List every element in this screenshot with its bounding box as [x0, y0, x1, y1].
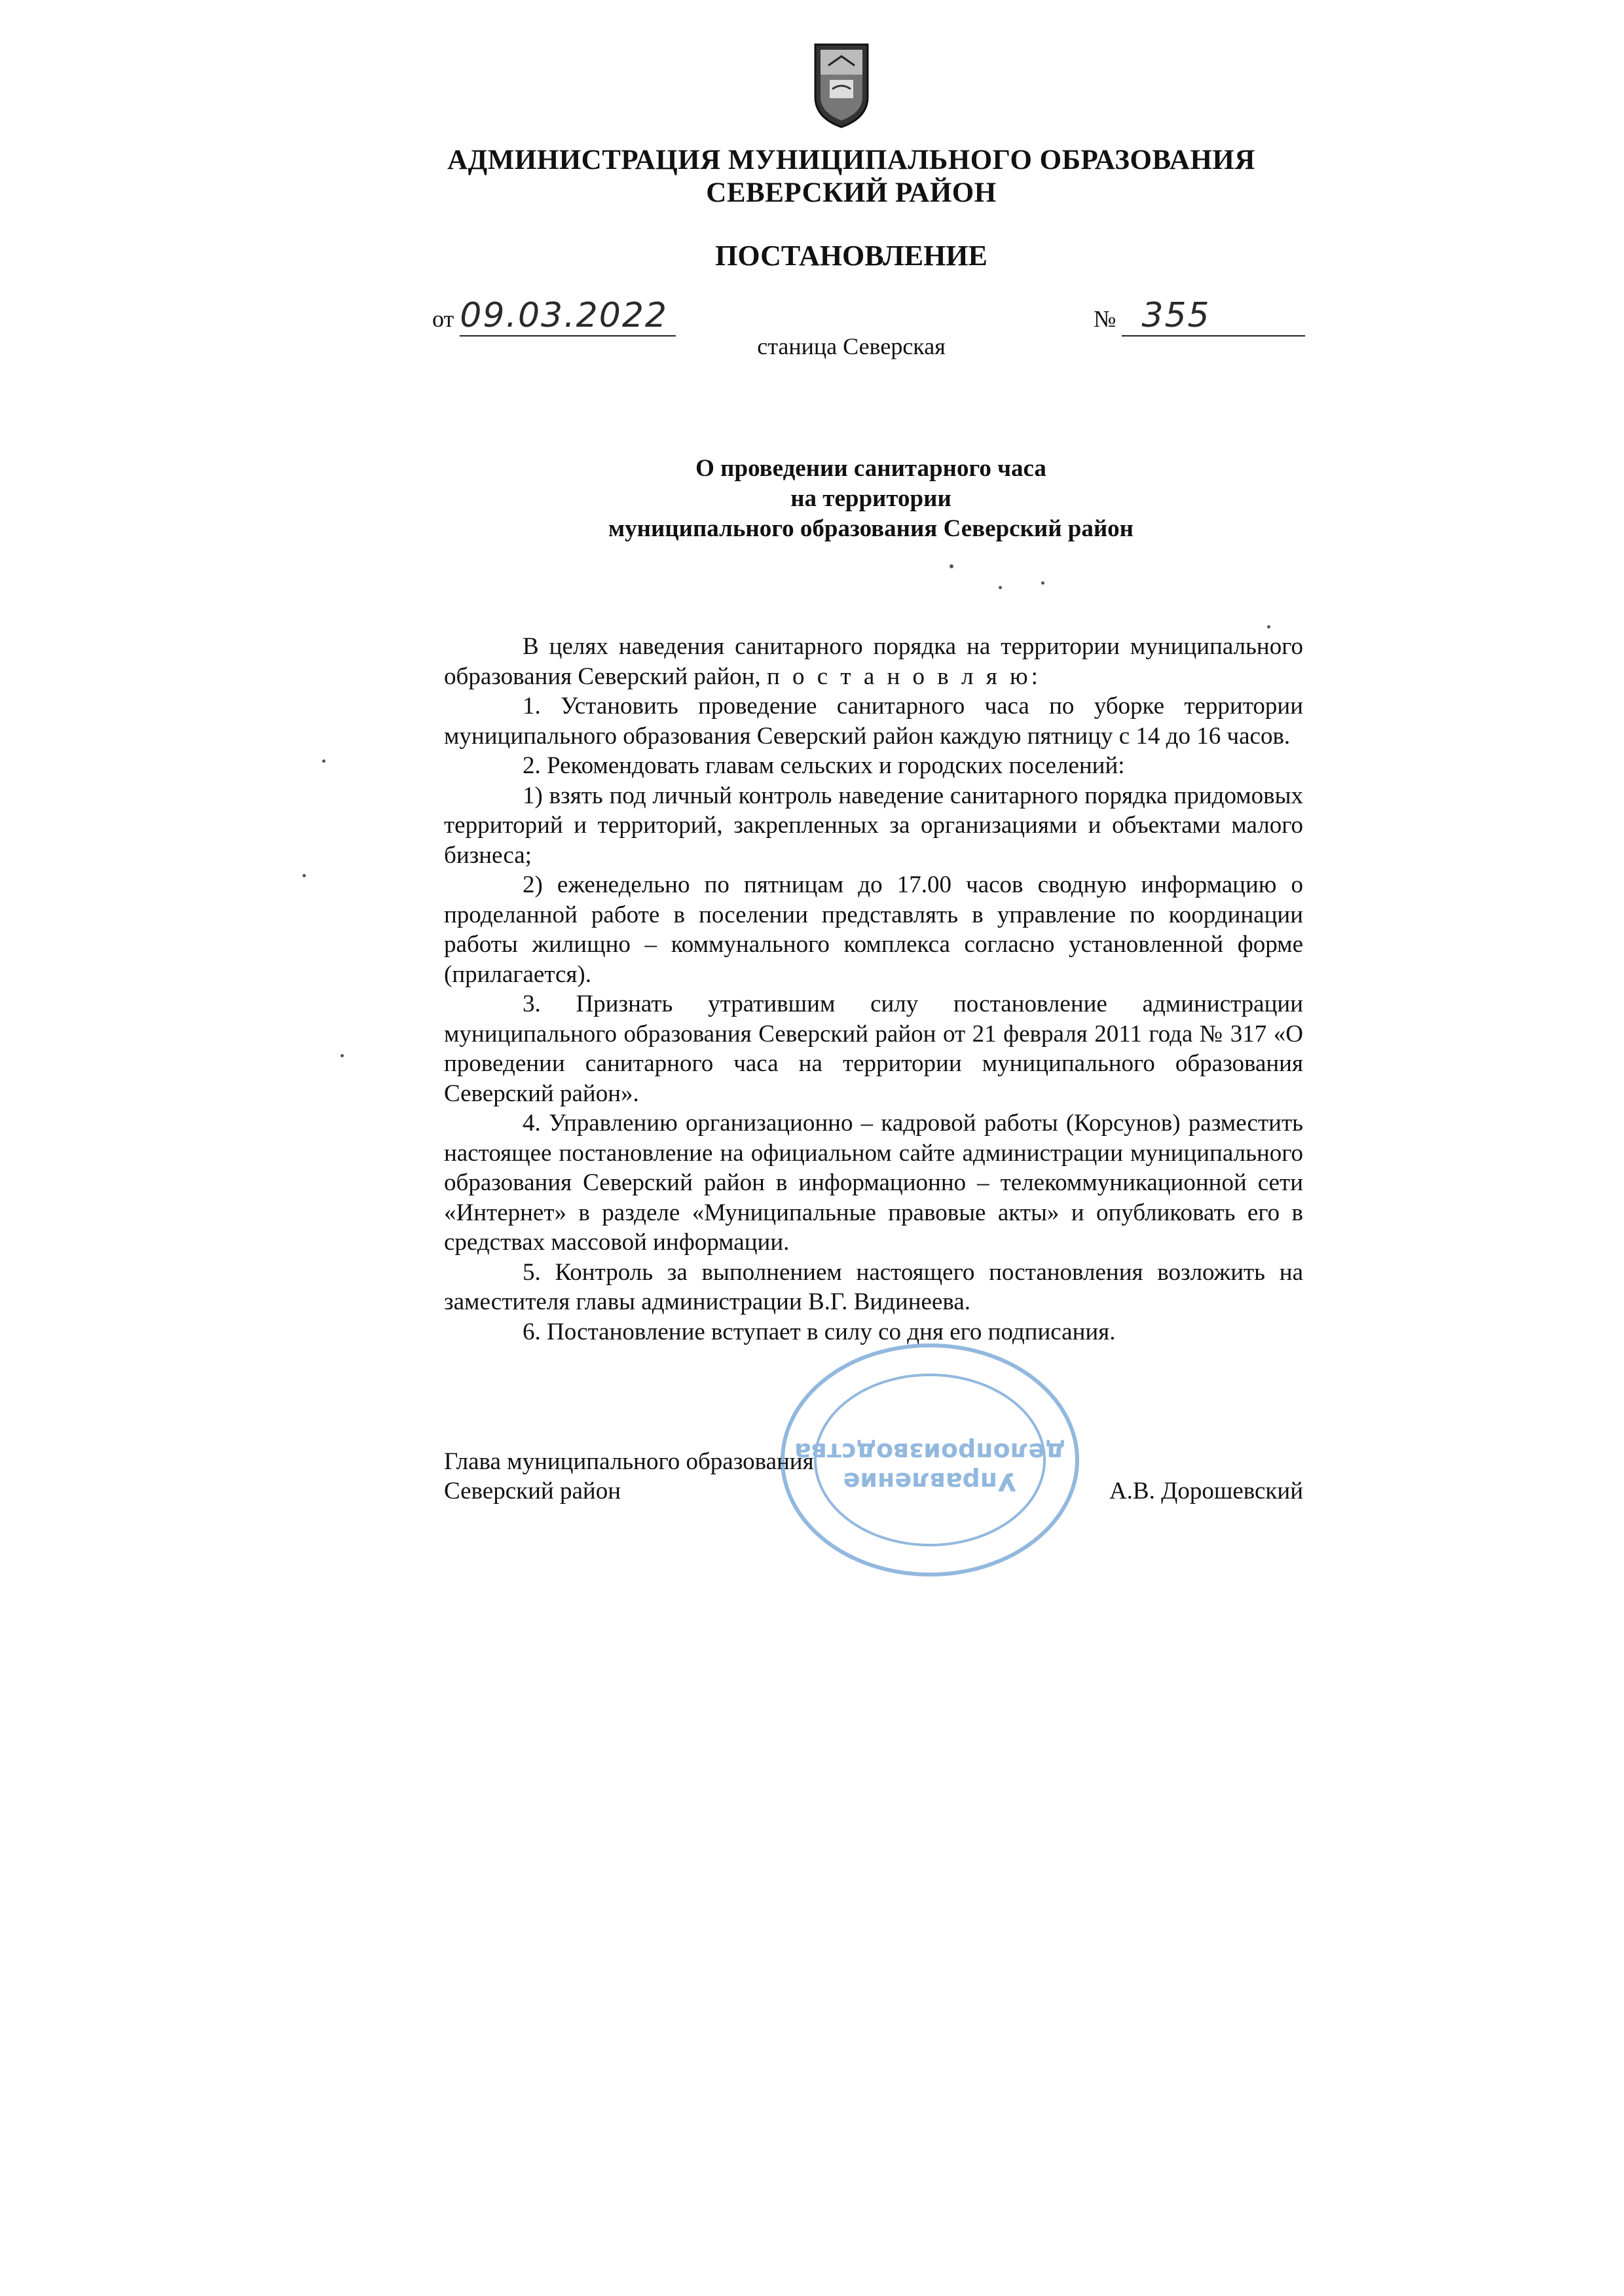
date-handwritten: 09.03.2022 — [460, 296, 668, 335]
document-body — [444, 632, 1303, 1347]
scan-speck — [999, 586, 1002, 589]
number-field — [1122, 296, 1305, 337]
paragraph-3: 3. Признать утратившим силу постановление администрации муниципального образования Северский район от 21 февраля 2011 года № 317 «О проведении санитарного часа на территории муниципального образования Северский район». — [444, 991, 1303, 1107]
stamp-text-line2: делопроизводства — [794, 1438, 1065, 1467]
signatory-name: А.В. Дорошевский — [1109, 1478, 1303, 1504]
scan-speck — [950, 564, 953, 568]
resolve-word: п о с т а н о в л я ю: — [766, 663, 1041, 690]
stamp-text-line1: Управление — [843, 1467, 1017, 1496]
scan-speck — [1267, 625, 1270, 629]
number-handwritten: 355 — [1141, 296, 1211, 335]
intro-paragraph — [444, 632, 1303, 691]
document-date — [432, 296, 676, 337]
organization-name-line2: СЕВЕРСКИЙ РАЙОН — [706, 177, 997, 208]
document-type: ПОСТАНОВЛЕНИЕ — [715, 240, 987, 272]
place-of-issue: станица Северская — [757, 333, 946, 359]
date-prefix: от — [432, 306, 454, 332]
paragraph-6: 6. Постановление вступает в силу со дня его подписания. — [523, 1318, 1116, 1345]
paragraph-5: 5. Контроль за выполнением настоящего постановления возложить на заместителя главы администрации В.Г. Видинеева. — [444, 1258, 1303, 1315]
signatory-position-line1: Глава муниципального образования — [444, 1448, 814, 1475]
paragraph-4: 4. Управлению организационно – кадровой работы (Корсунов) разместить настоящее постановление на официальном сайте администрации муниципального образования Северский район в информационно – телекоммуникационной сети «Интернет» в разделе «Муниципальные правовые акты» и опубликовать его в средствах массовой информации. — [444, 1110, 1303, 1256]
number-prefix: № — [1094, 306, 1116, 332]
subject-line3: муниципального образования Северский район — [608, 515, 1134, 542]
document-number — [1094, 296, 1305, 337]
coat-of-arms-icon — [810, 41, 873, 130]
paragraph-1: 1. Установить проведение санитарного часа по уборке территории муниципального образования Северский район каждую пятницу с 14 до 16 часов. — [444, 693, 1303, 750]
signatory-position-line2: Северский район — [444, 1478, 621, 1504]
document-subject — [0, 454, 1624, 544]
subject-line2: на территории — [790, 485, 951, 512]
scan-speck — [341, 1054, 344, 1057]
paragraph-2-1: 1) взять под личный контроль наведение санитарного порядка придомовых территорий и территорий, закрепленных за организациями и объектами малого бизнеса; — [444, 782, 1303, 869]
scan-speck — [303, 874, 306, 877]
intro-text: В целях наведения санитарного порядка на территории муниципального образования Северский район, — [444, 633, 1303, 690]
scan-speck — [1041, 581, 1044, 585]
subject-line1: О проведении санитарного часа — [695, 455, 1046, 482]
organization-name-line1: АДМИНИСТРАЦИЯ МУНИЦИПАЛЬНОГО ОБРАЗОВАНИЯ — [447, 145, 1255, 175]
official-stamp-icon — [773, 1336, 1087, 1584]
scan-speck — [322, 759, 325, 763]
paragraph-2: 2. Рекомендовать главам сельских и городских поселений: — [523, 752, 1125, 779]
signatory-position — [444, 1447, 814, 1506]
paragraph-2-2: 2) еженедельно по пятницам до 17.00 часов сводную информацию о проделанной работе в поселении представлять в управление по координации работы жилищно – коммунального комплекса согласно установленной форме (прилагается). — [444, 871, 1303, 988]
date-field — [460, 296, 676, 337]
